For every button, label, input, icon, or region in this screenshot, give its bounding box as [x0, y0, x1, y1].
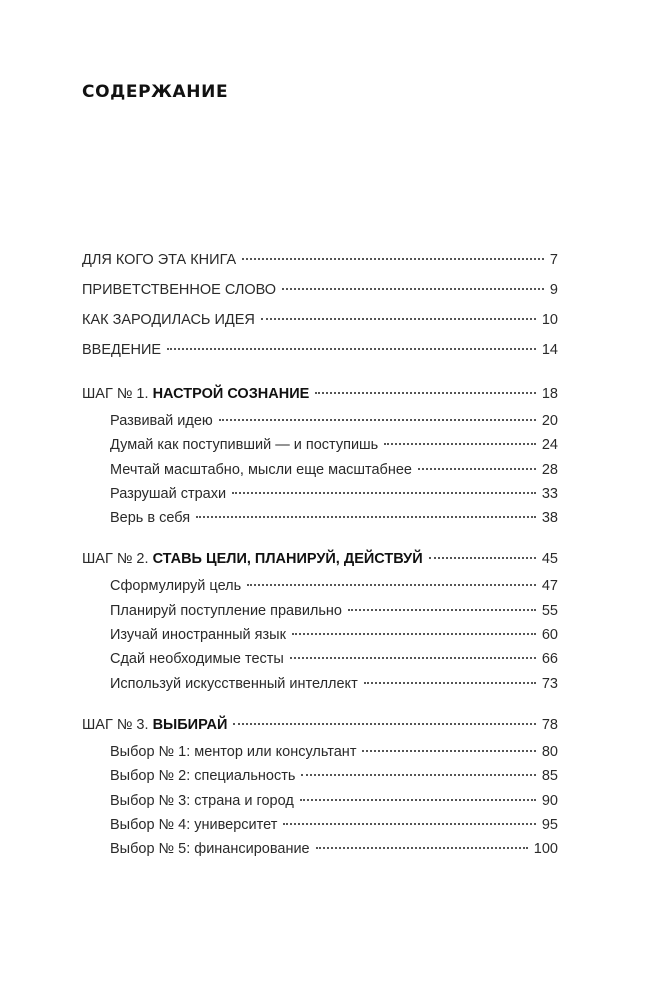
toc-entry-page: 78 [541, 716, 558, 733]
toc-step-label [82, 379, 309, 409]
dot-leader [242, 258, 544, 260]
toc-subentry[interactable] [82, 458, 558, 482]
toc-entry-label: ДЛЯ КОГО ЭТА КНИГА [82, 252, 237, 268]
page-title: СОДЕРЖАНИЕ [82, 82, 229, 102]
toc-subentry[interactable] [82, 837, 558, 861]
toc-entry[interactable] [82, 335, 558, 365]
dot-leader [429, 557, 536, 559]
step-title: ВЫБИРАЙ [152, 716, 228, 733]
toc-entry-label: Используй искусственный интеллект [110, 675, 358, 692]
toc-entry-page: 14 [541, 342, 558, 358]
toc-entry-page: 73 [541, 675, 558, 692]
step-title: НАСТРОЙ СОЗНАНИЕ [152, 386, 310, 402]
toc-entry-page: 45 [541, 551, 558, 568]
toc-entry-page: 85 [541, 768, 558, 785]
dot-leader [362, 750, 535, 752]
toc-entry-page: 18 [541, 386, 558, 402]
toc-entry-page: 55 [541, 602, 558, 619]
toc-entry-label: Развивай идею [110, 413, 213, 429]
dot-leader [261, 318, 536, 320]
dot-leader [219, 419, 536, 421]
toc-entry-page: 90 [541, 792, 558, 809]
toc-entry-page: 80 [541, 743, 558, 760]
toc-step-label [82, 544, 423, 574]
toc-entry-page: 9 [549, 282, 558, 298]
toc-entry-page: 28 [541, 461, 558, 478]
dot-leader [290, 657, 536, 659]
toc-entry-page: 7 [549, 252, 558, 268]
toc-step-label [82, 710, 227, 740]
toc-subentry[interactable] [82, 789, 558, 813]
toc-entry-page: 10 [541, 312, 558, 328]
toc-subentry[interactable] [82, 574, 558, 598]
toc-entry-label: Думай как поступивший — и поступишь [110, 437, 379, 454]
dot-leader [283, 823, 536, 825]
dot-leader [292, 633, 536, 635]
step-title: СТАВЬ ЦЕЛИ, ПЛАНИРУЙ, ДЕЙСТВУЙ [152, 551, 423, 568]
toc-entry[interactable] [82, 275, 558, 305]
toc-subentry[interactable] [82, 672, 558, 696]
dot-leader [232, 492, 536, 494]
toc-subentry[interactable] [82, 623, 558, 647]
dot-leader [301, 774, 535, 776]
toc-entry-page: 60 [541, 627, 558, 644]
dot-leader [384, 443, 536, 445]
dot-leader [316, 847, 528, 849]
toc-subentry[interactable] [82, 409, 558, 433]
toc-entry-label: Разрушай страхи [110, 485, 227, 502]
toc-subentry[interactable] [82, 433, 558, 457]
toc-entry-page: 20 [541, 413, 558, 429]
toc-subentry[interactable] [82, 764, 558, 788]
toc-intro-section [82, 245, 558, 365]
toc-step-3-section [82, 710, 558, 861]
toc-subentry[interactable] [82, 647, 558, 671]
toc-entry-label: Сдай необходимые тесты [110, 651, 284, 668]
toc-step-2-section [82, 544, 558, 695]
toc-entry-page: 95 [541, 816, 558, 833]
toc-step-heading[interactable] [82, 710, 558, 740]
toc-entry-label: Изучай иностранный язык [110, 627, 286, 644]
dot-leader [233, 723, 535, 725]
dot-leader [300, 799, 536, 801]
toc-entry[interactable] [82, 245, 558, 275]
toc-subentry[interactable] [82, 506, 558, 530]
toc-entry-label: ВВЕДЕНИЕ [82, 342, 162, 358]
toc-entry-label: Мечтай масштабно, мысли еще масштабнее [110, 461, 412, 478]
dot-leader [247, 584, 536, 586]
toc-subentry[interactable] [82, 599, 558, 623]
dot-leader [315, 392, 536, 394]
dot-leader [364, 682, 536, 684]
toc-entry-label: ПРИВЕТСТВЕННОЕ СЛОВО [82, 282, 277, 298]
toc-subentry[interactable] [82, 482, 558, 506]
toc-entry-page: 100 [533, 841, 558, 858]
dot-leader [418, 468, 536, 470]
dot-leader [348, 609, 536, 611]
toc-entry[interactable] [82, 305, 558, 335]
toc-entry-label: Выбор № 1: ментор или консультант [110, 743, 357, 760]
toc-entry-label: Сформулируй цель [110, 578, 242, 595]
toc-step-heading[interactable] [82, 379, 558, 409]
step-prefix: ШАГ № 1. [82, 386, 149, 402]
toc-subentry[interactable] [82, 740, 558, 764]
toc-entry-page: 38 [541, 510, 558, 527]
toc-entry-page: 47 [541, 578, 558, 595]
dot-leader [282, 288, 544, 290]
step-prefix: ШАГ № 3. [82, 716, 149, 733]
toc-entry-page: 24 [541, 437, 558, 454]
toc-entry-label: Выбор № 5: финансирование [110, 841, 310, 858]
step-prefix: ШАГ № 2. [82, 551, 149, 568]
toc-entry-label: Верь в себя [110, 510, 191, 527]
toc-step-heading[interactable] [82, 544, 558, 574]
table-of-contents [82, 245, 558, 875]
toc-step-1-section [82, 379, 558, 530]
toc-entry-label: КАК ЗАРОДИЛАСЬ ИДЕЯ [82, 312, 255, 328]
toc-subentry[interactable] [82, 813, 558, 837]
toc-entry-page: 66 [541, 651, 558, 668]
toc-entry-label: Выбор № 4: университет [110, 816, 278, 833]
toc-entry-label: Выбор № 3: страна и город [110, 792, 294, 809]
toc-entry-label: Выбор № 2: специальность [110, 768, 296, 785]
dot-leader [196, 516, 536, 518]
dot-leader [167, 348, 536, 350]
toc-entry-page: 33 [541, 485, 558, 502]
toc-entry-label: Планируй поступление правильно [110, 602, 342, 619]
